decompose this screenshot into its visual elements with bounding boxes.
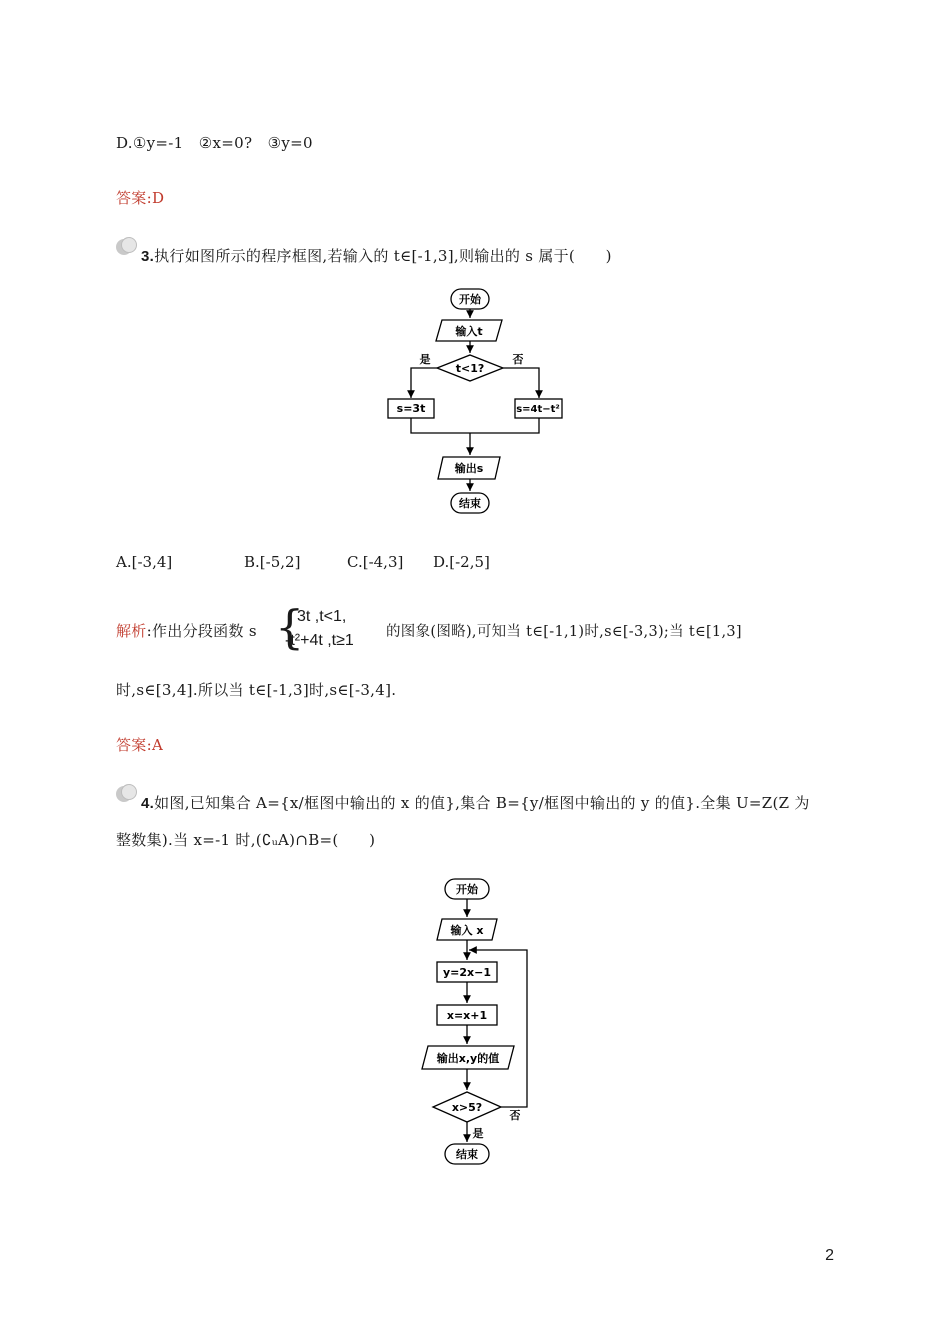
fc2-box2-label: x=x+1 (446, 1009, 488, 1022)
fc2-end-terminal (445, 1144, 489, 1164)
q3-option-d: D.[-2,5] (433, 553, 490, 571)
fc1-decision-label: t<1? (455, 362, 485, 375)
q3-stem: 执行如图所示的程序框图,若输入的 t∈[-1,3],则输出的 s 属于( ) (154, 247, 612, 265)
fc2-decision-diamond (433, 1092, 501, 1122)
q3-option-c: C.[-4,3] (347, 553, 404, 571)
q3-stem-line (141, 245, 612, 266)
fc1-end-terminal (451, 493, 489, 513)
q3-analysis-part1: :作出分段函数 s (146, 622, 257, 640)
q2-answer: 答案:D (116, 189, 165, 207)
fc2-output-label: 输出x,y的值 (436, 1052, 500, 1065)
fc1-output-label: 输出s (454, 462, 484, 475)
q3-number: 3. (141, 248, 155, 265)
q3-analysis-line2: 时,s∈[3,4].所以当 t∈[-1,3]时,s∈[-3,4]. (116, 681, 397, 699)
fc1-start-label: 开始 (459, 293, 481, 306)
fc1-end-label: 结束 (459, 497, 481, 510)
fc2-box1-label: y=2x−1 (442, 966, 492, 979)
fc2-input-label: 输入 x (450, 924, 484, 937)
q3-option-b: B.[-5,2] (244, 553, 301, 571)
fc2-no-label: 否 (509, 1109, 521, 1122)
fc2-yes-label: 是 (472, 1127, 484, 1140)
fc1-decision-diamond (437, 355, 503, 381)
q3-piecewise-row2: -t²+4t ,t≥1 (285, 632, 354, 649)
fc1-left-box-label: s=3t (396, 402, 426, 415)
fc2-end-label: 结束 (456, 1148, 478, 1161)
fc1-yes-label: 是 (419, 353, 431, 366)
q4-bullet-icon (116, 784, 138, 804)
fc2-output-parallelogram (422, 1046, 514, 1069)
q3-piecewise-row1: 3t ,t<1, (297, 608, 347, 625)
fc1-output-parallelogram (438, 457, 500, 479)
q4-stem-line1 (141, 792, 810, 813)
fc2-start-terminal (445, 879, 489, 899)
q2-option-d: D.①y=-1 ②x=0? ③y=0 (116, 134, 313, 152)
fc1-right-box-label: s=4t−t² (516, 404, 560, 415)
q3-analysis-line1-start (116, 620, 257, 641)
fc2-input-parallelogram (437, 919, 497, 940)
page-number: 2 (825, 1247, 834, 1264)
fc1-start-terminal (451, 289, 489, 309)
q4-number: 4. (141, 795, 155, 812)
q3-analysis-label: 解析 (116, 622, 147, 640)
q3-piecewise-function: { 3t ,t<1, -t²+4t ,t≥1 (275, 600, 354, 654)
q3-analysis-part2: 的图象(图略),可知当 t∈[-1,1)时,s∈[-3,3);当 t∈[1,3] (386, 624, 742, 640)
q4-stem-1: 如图,已知集合 A={x/框图中输出的 x 的值},集合 B={y/框图中输出的 y 的值}.全集 U=Z(Z 为 (154, 794, 810, 812)
fc1-input-label: 输入t (455, 325, 483, 338)
fc2-box2 (437, 1005, 497, 1025)
fc1-no-label: 否 (512, 353, 524, 366)
q3-answer: 答案:A (116, 736, 164, 754)
fc2-decision-label: x>5? (451, 1101, 483, 1114)
q4-stem-line2: 整数集).当 x=-1 时,(∁ᵤA)∩B=( ) (116, 831, 376, 849)
q3-option-a: A.[-3,4] (116, 553, 173, 571)
fc1-input-parallelogram (436, 320, 502, 341)
fc1-left-box (388, 399, 434, 418)
fc1-right-box (515, 399, 562, 418)
fc2-box1 (437, 962, 497, 982)
fc2-start-label: 开始 (456, 883, 478, 896)
q3-bullet-icon (116, 237, 138, 257)
